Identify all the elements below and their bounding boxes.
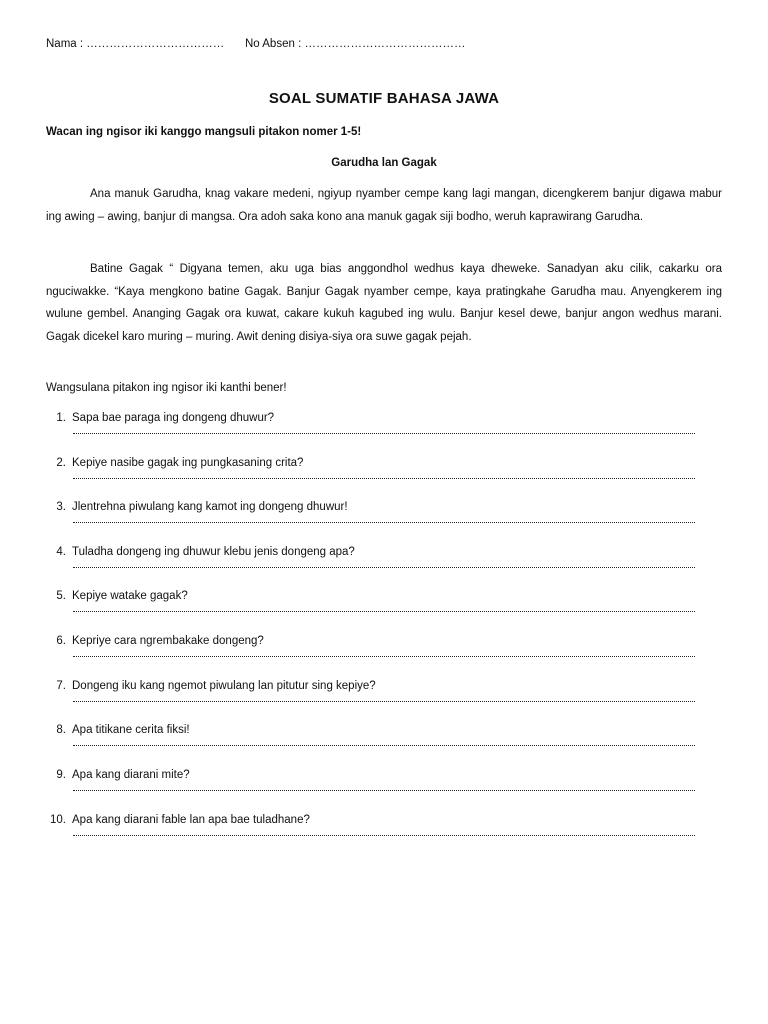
reading-instruction: Wacan ing ngisor iki kanggo mangsuli pitakon nomer 1-5!	[46, 126, 362, 138]
question-text: Sapa bae paraga ing dongeng dhuwur?	[72, 412, 275, 424]
question-item-2	[0, 457, 768, 501]
question-item-8	[0, 724, 768, 768]
attendance-number-field: No Absen : ……………………………………	[245, 38, 466, 50]
question-text: Kepiye nasibe gagak ing pungkasaning crita?	[72, 457, 304, 469]
question-item-4	[0, 546, 768, 590]
question-number: 2.	[56, 457, 66, 469]
story-paragraph-2: Batine Gagak “ Digyana temen, aku uga bias anggondhol wedhus kaya dheweke. Sanadyan aku cilik, cakarku ora nguciwakke. “Kaya mengkono batine Gagak. Banjur Gagak nyamber cempe, kaya pratingkahe Garudha mau. Anyengkerem ing wulune gembel. Ananging Gagak ora kuwat, cakare kukuh kagubed ing wulu. Banjur kesel dewe, banjur angon wedhus marani. Gagak dicekel karo muring – muring. Awit dening disiya-siya ora suwe gagak pejah.	[46, 263, 722, 343]
answer-line[interactable]	[73, 656, 695, 657]
question-number: 1.	[56, 412, 66, 424]
story-paragraph-1: Ana manuk Garudha, knag vakare medeni, ngiyup nyamber cempe kang lagi mangan, dicengkerem banjur digawa mabur ing awing – awing, banjur di mangsa. Ora adoh saka kono ana manuk gagak siji bodho, weruh kaprawirang Garudha.	[46, 188, 722, 223]
question-item-5	[0, 590, 768, 634]
question-text: Kepriye cara ngrembakake dongeng?	[72, 635, 264, 647]
question-number: 6.	[56, 635, 66, 647]
question-text: Jlentrehna piwulang kang kamot ing dongeng dhuwur!	[72, 501, 348, 513]
question-number: 3.	[56, 501, 66, 513]
answer-line[interactable]	[73, 790, 695, 791]
question-text: Apa kang diarani fable lan apa bae tuladhane?	[72, 814, 310, 826]
question-item-6	[0, 635, 768, 679]
answer-line[interactable]	[73, 567, 695, 568]
answer-line[interactable]	[73, 701, 695, 702]
student-name-field: Nama : ………………………………	[46, 38, 225, 50]
answer-line[interactable]	[73, 478, 695, 479]
question-number: 10.	[50, 814, 66, 826]
question-text: Apa titikane cerita fiksi!	[72, 724, 190, 736]
answer-line[interactable]	[73, 835, 695, 836]
question-number: 9.	[56, 769, 66, 781]
question-text: Apa kang diarani mite?	[72, 769, 190, 781]
question-item-10	[0, 814, 768, 858]
question-item-7	[0, 680, 768, 724]
question-item-3	[0, 501, 768, 545]
page-title: SOAL SUMATIF BAHASA JAWA	[268, 90, 500, 107]
question-number: 7.	[56, 680, 66, 692]
answer-line[interactable]	[73, 611, 695, 612]
answer-line[interactable]	[73, 745, 695, 746]
answer-line[interactable]	[73, 522, 695, 523]
question-text: Tuladha dongeng ing dhuwur klebu jenis dongeng apa?	[72, 546, 355, 558]
question-text: Kepiye watake gagak?	[72, 590, 188, 602]
question-text: Dongeng iku kang ngemot piwulang lan pitutur sing kepiye?	[72, 680, 376, 692]
question-item-1	[0, 412, 768, 456]
question-number: 8.	[56, 724, 66, 736]
answer-line[interactable]	[73, 433, 695, 434]
story-title: Garudha lan Gagak	[331, 157, 437, 169]
question-item-9	[0, 769, 768, 813]
answer-instruction: Wangsulana pitakon ing ngisor iki kanthi bener!	[46, 382, 287, 394]
question-number: 5.	[56, 590, 66, 602]
question-number: 4.	[56, 546, 66, 558]
